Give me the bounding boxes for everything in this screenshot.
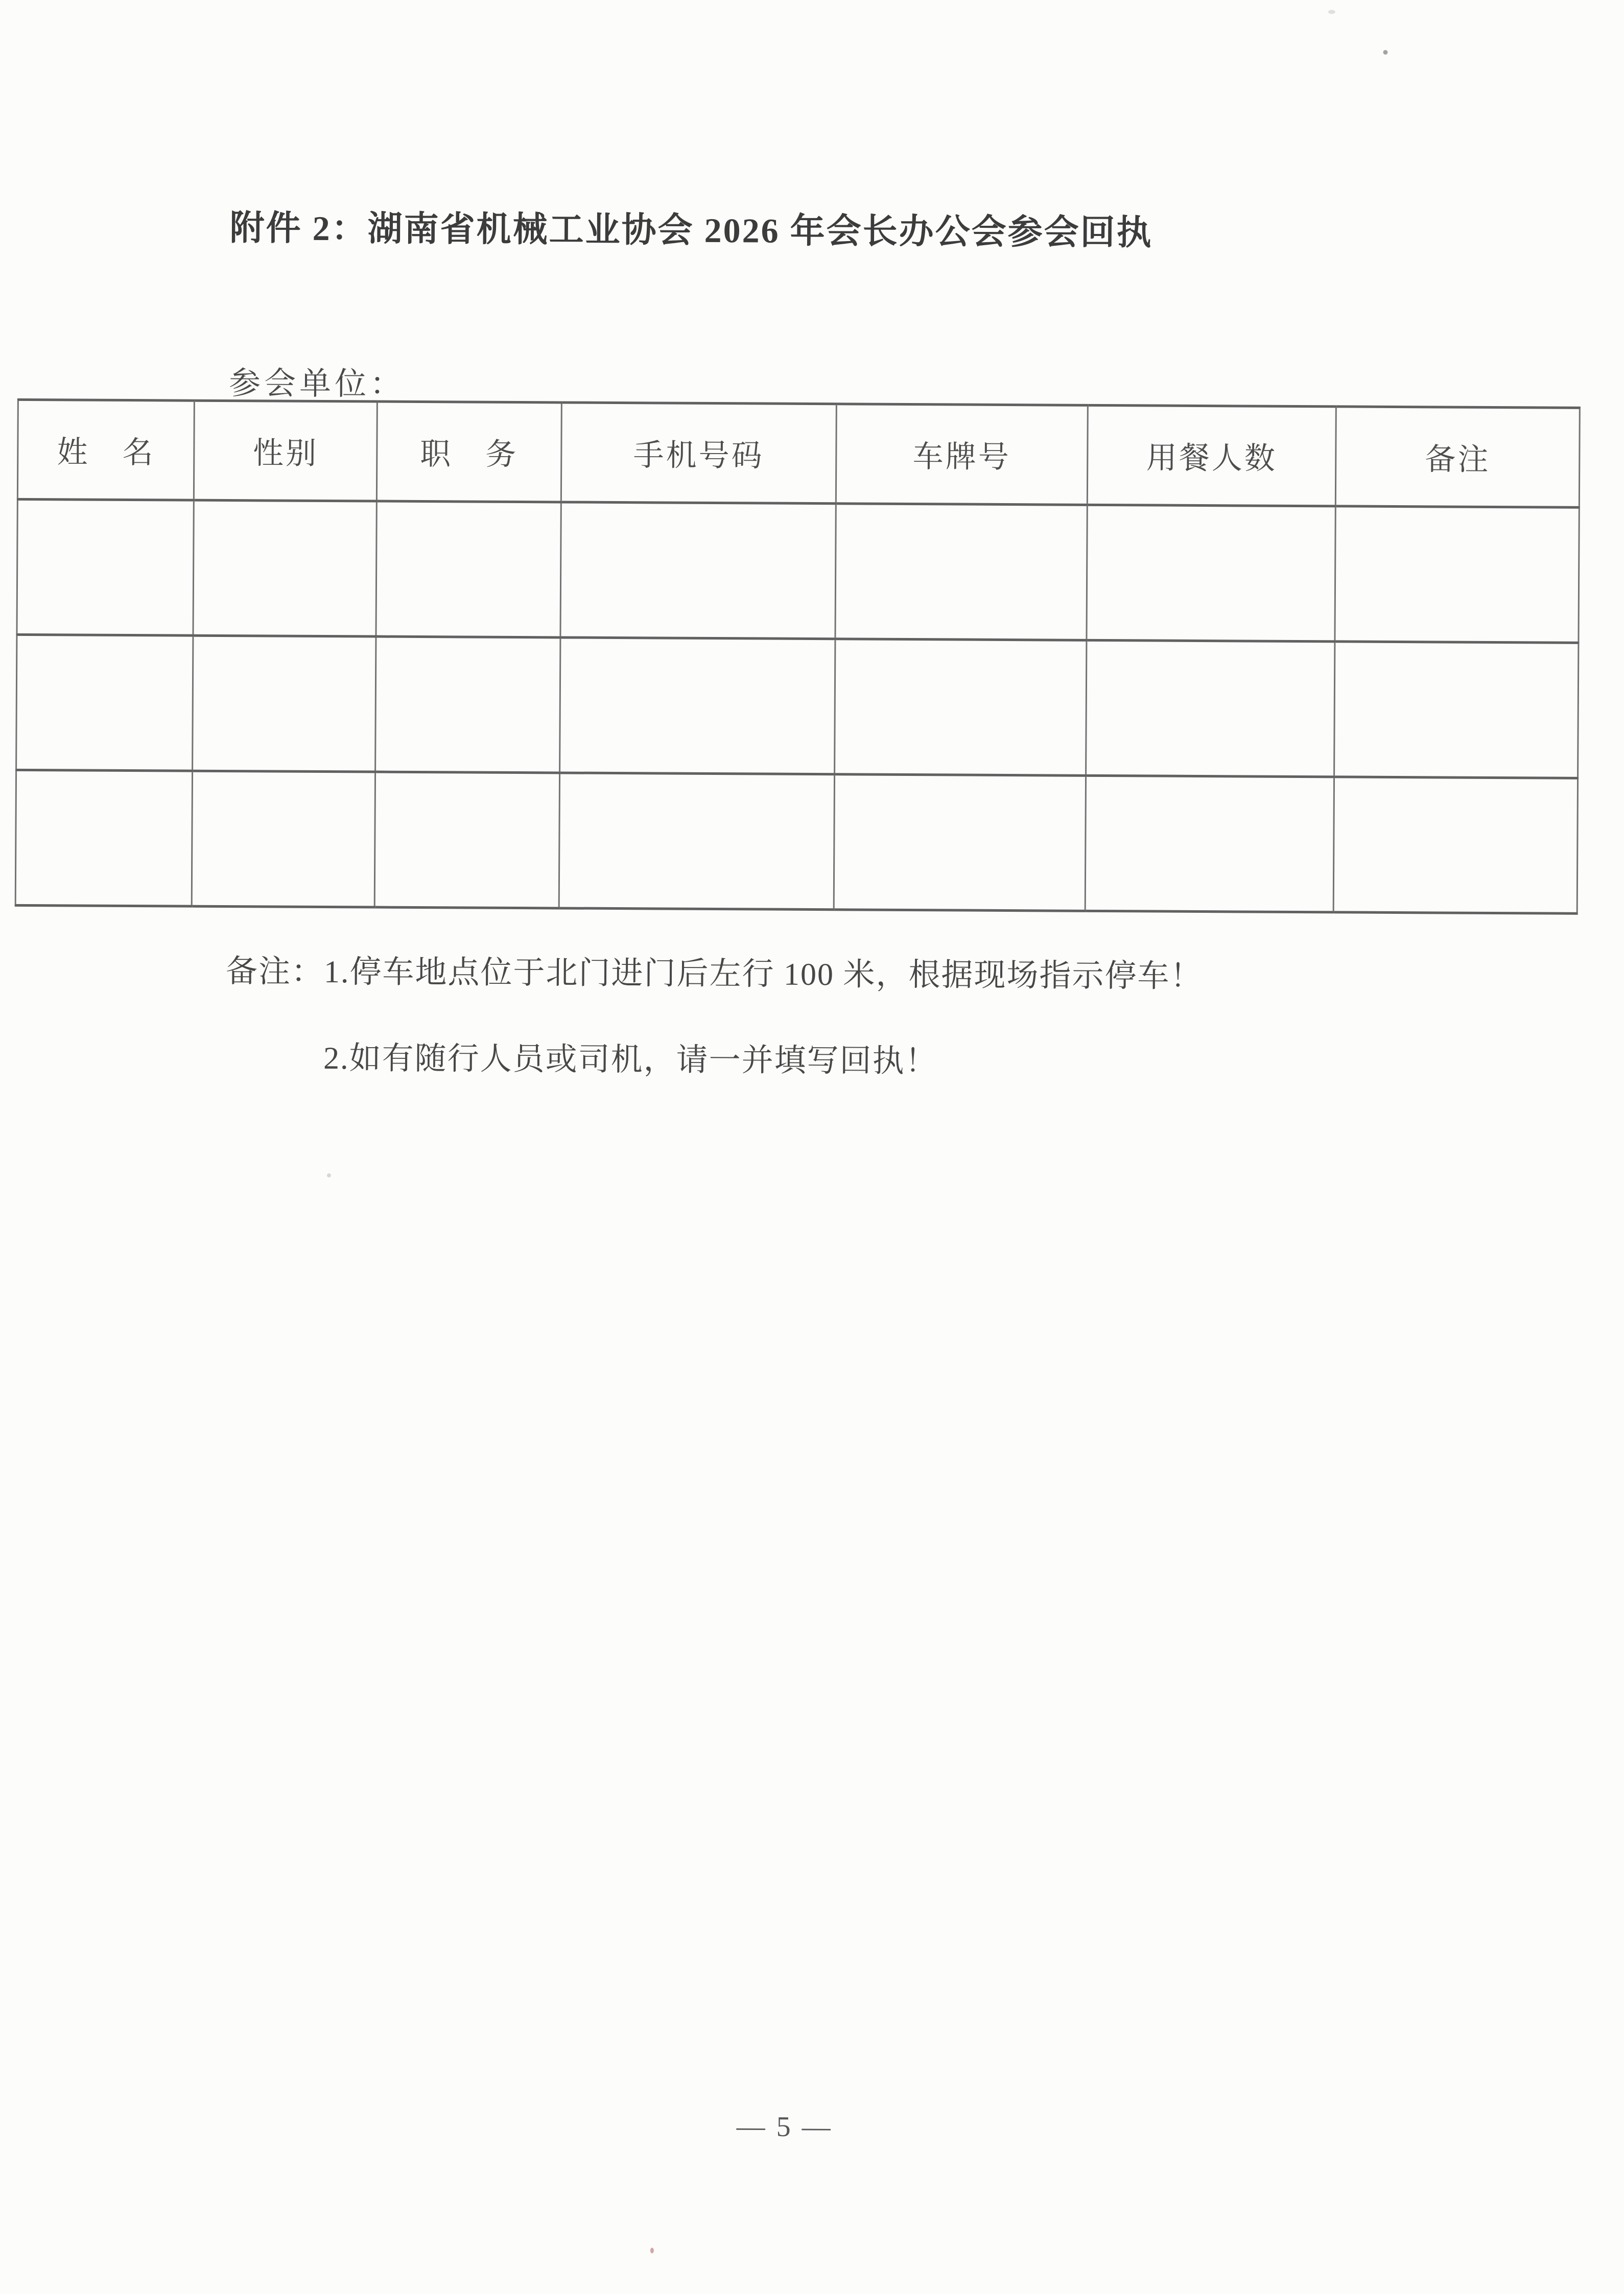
table-cell <box>192 771 375 907</box>
scan-speck <box>327 1173 331 1177</box>
table-row <box>16 634 1579 778</box>
column-header-phone: 手机号码 <box>561 403 836 504</box>
table-cell <box>559 637 835 774</box>
table-cell <box>560 502 836 639</box>
table-cell <box>1335 506 1579 643</box>
table-row <box>15 770 1578 913</box>
table-cell <box>193 635 376 772</box>
notes-label: 备注： <box>225 954 324 990</box>
table-cell <box>193 500 376 636</box>
column-header-position: 职 务 <box>376 401 561 502</box>
page-number: — 5 — <box>736 2111 833 2143</box>
table-cell <box>17 499 194 635</box>
column-header-remarks: 备注 <box>1335 407 1580 507</box>
scan-speck <box>1328 10 1335 14</box>
table-cell <box>834 639 1087 776</box>
table-cell <box>559 773 834 910</box>
column-header-name: 姓 名 <box>17 399 194 500</box>
reply-slip-table <box>15 398 1581 915</box>
table-cell <box>834 774 1086 911</box>
table-cell <box>1087 505 1335 642</box>
notes-section <box>225 953 1203 1082</box>
column-header-diners: 用餐人数 <box>1087 405 1336 506</box>
table-cell <box>1334 642 1579 778</box>
table-row <box>17 499 1579 643</box>
scan-speck <box>650 2248 654 2253</box>
scan-speck <box>1383 50 1387 55</box>
table-header-row <box>17 399 1580 507</box>
column-header-plate: 车牌号 <box>836 404 1088 505</box>
table-cell <box>374 772 559 908</box>
table-cell <box>15 770 193 906</box>
attachment-title: 附件 2：湖南省机械工业协会 2026 年会长办公会参会回执 <box>229 208 1153 252</box>
table-cell <box>376 501 561 637</box>
table-cell <box>16 634 194 771</box>
notes-items <box>323 954 1203 1082</box>
column-header-gender: 性别 <box>194 400 378 501</box>
table-cell <box>835 504 1088 641</box>
table-cell <box>1333 777 1578 913</box>
participating-unit-label: 参会单位： <box>228 366 406 402</box>
table-cell <box>375 636 560 773</box>
table-cell <box>1085 775 1334 912</box>
table-cell <box>1086 640 1335 777</box>
note-item-parking: 1.停车地点位于北门进门后左行 100 米，根据现场指示停车！ <box>323 955 1203 995</box>
note-item-companions: 2.如有随行人员或司机，请一并填写回执！ <box>323 1041 938 1079</box>
